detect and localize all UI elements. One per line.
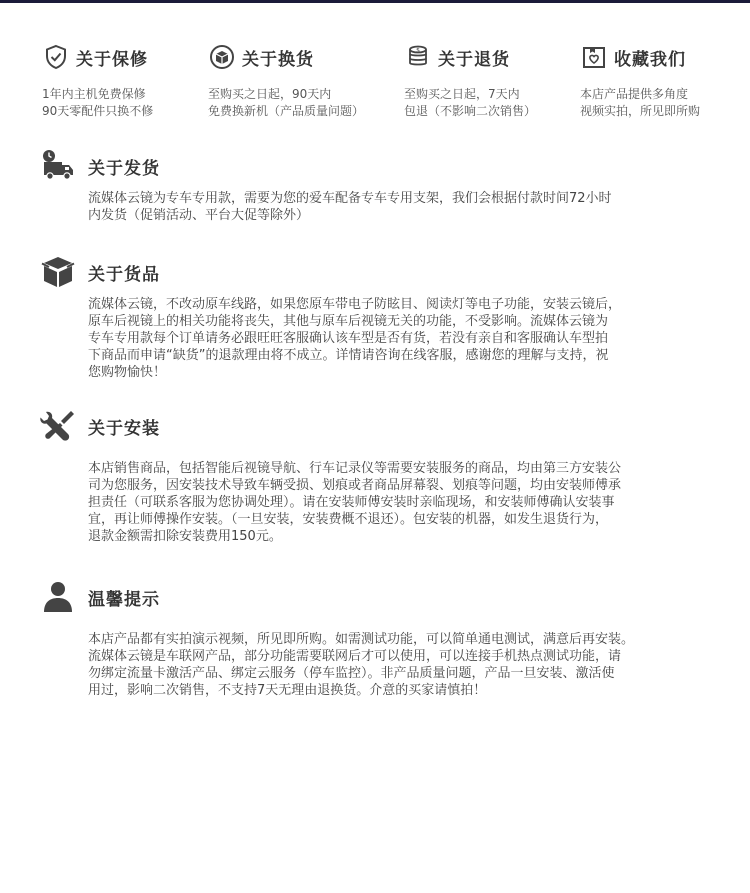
body-line: 退款金额需扣除安装费用150元。 (88, 529, 282, 544)
guarantee-exchange (208, 40, 398, 120)
section-body (88, 631, 728, 699)
section-title: 关于货品 (88, 264, 160, 285)
guarantee-desc-line: 免费换新机（产品质量问题） (208, 104, 365, 118)
guarantee-title: 关于换货 (242, 49, 314, 70)
tools-icon (40, 408, 76, 444)
guarantee-title: 关于退货 (438, 49, 510, 70)
body-line: 本店销售商品，包括智能后视镜导航、行车记录仪等需要安装服务的商品，均由第三方安装公 (88, 461, 622, 476)
body-line: 流媒体云镜，不改动原车线路，如果您原车带电子防眩目、阅读灯等电子功能，安装云镜后， (88, 297, 622, 312)
section-header (40, 579, 160, 615)
svg-text:$: $ (416, 47, 420, 54)
person-icon (40, 579, 76, 615)
guarantee-desc-line: 视频实拍，所见即所购 (580, 104, 701, 118)
body-line: 您购物愉快！ (88, 365, 167, 380)
guarantee-desc (580, 86, 750, 120)
guarantee-row (0, 40, 750, 130)
top-border-bar (0, 0, 750, 3)
coin-stack-icon (404, 43, 432, 71)
guarantee-return (404, 40, 594, 120)
body-line: 司为您服务，因安装技术导致车辆受损、划痕或者商品屏幕裂、划痕等问题，均由安装师傅承 (88, 478, 622, 493)
section-body (88, 296, 728, 381)
body-line: 流媒体云镜是车联网产品，部分功能需要联网后才可以使用，可以连接手机热点测试功能，请 (88, 649, 622, 664)
section-header (40, 148, 160, 184)
guarantee-title: 关于保修 (76, 49, 148, 70)
section-title: 温馨提示 (88, 589, 160, 610)
body-line: 原车后视镜上的相关功能将丧失，其他与原车后视镜无关的功能，不受影响。流媒体云镜为 (88, 314, 609, 329)
guarantee-desc (208, 86, 398, 120)
body-line: 专车专用款每个订单请务必跟旺旺客服确认该车型是否有货，若没有亲自和客服确认车型拍 (88, 331, 609, 346)
guarantee-desc-line: 包退（不影响二次销售） (404, 104, 537, 118)
guarantee-favorite (580, 40, 750, 120)
box-swap-icon (208, 43, 236, 71)
shield-check-icon (42, 43, 70, 71)
body-line: 用过，影响二次销售，不支持7天无理由退换货。介意的买家请慎拍！ (88, 683, 487, 698)
guarantee-desc-line: 90天零配件只换不修 (42, 104, 154, 118)
body-line: 流媒体云镜为专车专用款，需要为您的爱车配备专车专用支架，我们会根据付款时间72小时 (88, 191, 612, 206)
guarantee-desc-line: 至购买之日起，90天内 (208, 87, 332, 101)
body-line: 下商品而申请“缺货”的退款理由将不成立。详情请咨询在线客服，感谢您的理解与支持，祝 (88, 348, 609, 363)
section-header (40, 408, 160, 444)
guarantee-title: 收藏我们 (614, 49, 686, 70)
section-body (88, 190, 728, 224)
section-title: 关于发货 (88, 158, 160, 179)
section-tips (0, 579, 750, 709)
guarantee-desc (42, 86, 232, 120)
section-installation (0, 408, 750, 553)
guarantee-desc (404, 86, 594, 120)
package-icon (40, 254, 76, 290)
section-header (40, 254, 160, 290)
body-line: 内发货（促销活动、平台大促等除外） (88, 208, 310, 223)
body-line: 宜，再让师傅操作安装。（一旦安装，安装费概不退还）。包安装的机器，如发生退货行为， (88, 512, 609, 527)
body-line: 本店产品都有实拍演示视频，所见即所购。如需测试功能，可以简单通电测试，满意后再安装。 (88, 632, 635, 647)
heart-bookmark-icon (580, 43, 608, 71)
delivery-truck-icon (40, 148, 76, 184)
guarantee-warranty (42, 40, 232, 120)
guarantee-desc-line: 1年内主机免费保修 (42, 87, 146, 101)
section-shipping (0, 148, 750, 238)
section-product (0, 254, 750, 394)
body-line: 勿绑定流量卡激活产品、绑定云服务（停车监控）。非产品质量问题，产品一旦安装、激活使 (88, 666, 615, 681)
section-body (88, 460, 728, 545)
section-title: 关于安装 (88, 418, 160, 439)
guarantee-desc-line: 本店产品提供多角度 (580, 87, 689, 101)
guarantee-desc-line: 至购买之日起，7天内 (404, 87, 520, 101)
body-line: 担责任（可联系客服为您协调处理）。请在安装师傅安装时亲临现场，和安装师傅确认安装事 (88, 495, 615, 510)
